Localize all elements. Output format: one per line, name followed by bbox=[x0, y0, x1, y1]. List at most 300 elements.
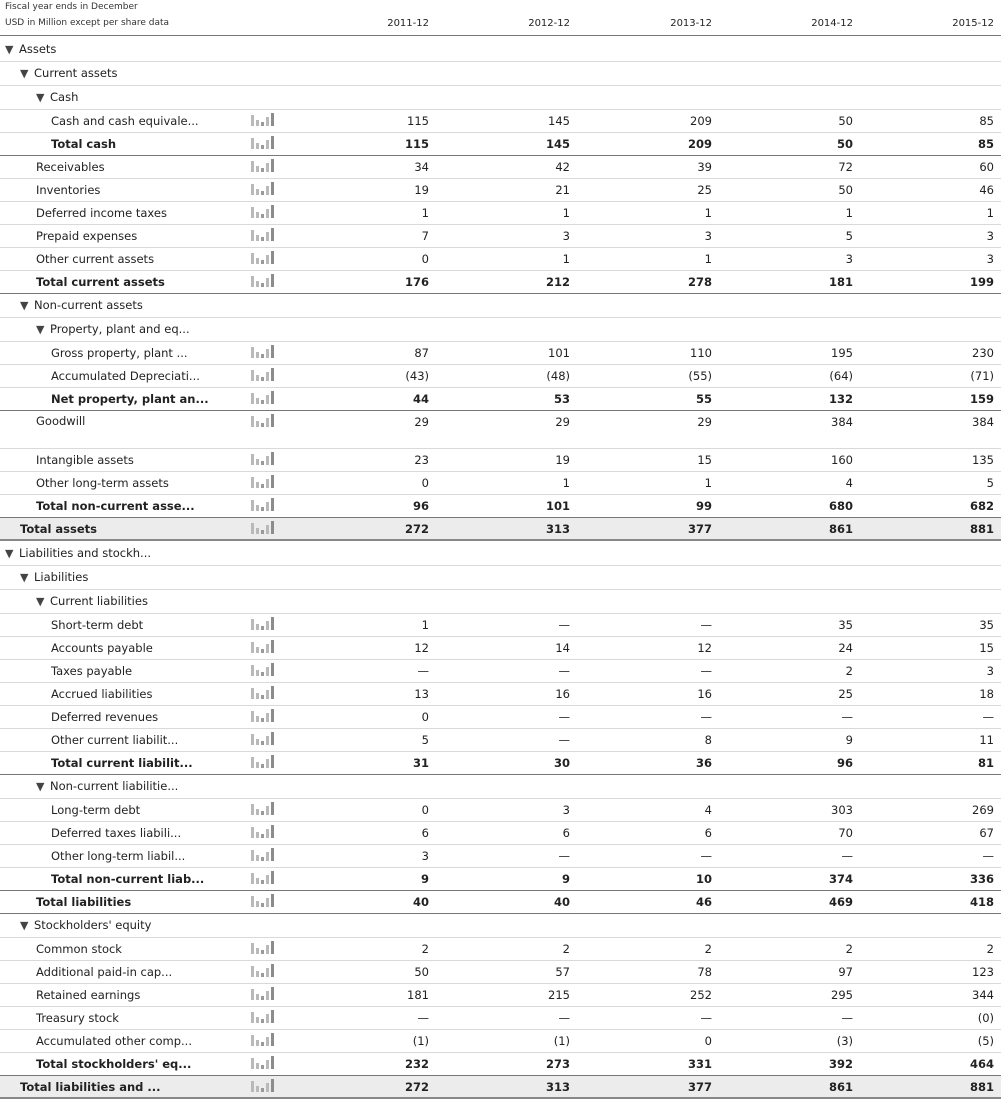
value-cell: 313 bbox=[545, 522, 570, 536]
mini-bar-chart-icon[interactable] bbox=[250, 273, 274, 287]
row-label-text: Total liabilities and ... bbox=[20, 1080, 161, 1094]
value-cell: 273 bbox=[545, 1057, 570, 1071]
value-cell: 392 bbox=[828, 1057, 853, 1071]
value-cell: 8 bbox=[704, 733, 712, 747]
total-row bbox=[0, 1053, 1001, 1076]
mini-bar-chart-icon[interactable] bbox=[250, 847, 274, 861]
table-row bbox=[0, 706, 1001, 729]
mini-bar-chart-icon[interactable] bbox=[250, 662, 274, 676]
value-cell: 110 bbox=[690, 346, 712, 360]
table-row bbox=[0, 110, 1001, 133]
section-header-row[interactable] bbox=[0, 590, 1001, 614]
mini-bar-chart-icon[interactable] bbox=[250, 801, 274, 815]
value-cell: — bbox=[558, 1011, 570, 1025]
value-cell: 21 bbox=[555, 183, 570, 197]
value-cell: 7 bbox=[421, 229, 429, 243]
value-cell: — bbox=[700, 618, 712, 632]
value-cell: 70 bbox=[838, 826, 853, 840]
value-cell: 23 bbox=[414, 453, 429, 467]
row-label-text: Deferred taxes liabili... bbox=[51, 826, 182, 840]
row-label bbox=[51, 872, 204, 886]
value-cell: 0 bbox=[421, 252, 429, 266]
value-cell: 272 bbox=[404, 1080, 429, 1094]
row-label bbox=[36, 988, 140, 1002]
mini-bar-chart-icon[interactable] bbox=[250, 413, 274, 427]
row-label bbox=[51, 346, 188, 360]
value-cell: — bbox=[982, 710, 994, 724]
section-header-row[interactable] bbox=[0, 294, 1001, 318]
value-cell: 1 bbox=[704, 252, 712, 266]
value-cell: 46 bbox=[695, 895, 712, 909]
value-cell: — bbox=[841, 849, 853, 863]
table-row bbox=[0, 225, 1001, 248]
row-label-text: Total stockholders' eq... bbox=[36, 1057, 192, 1071]
value-cell: 132 bbox=[828, 392, 853, 406]
value-cell: 2 bbox=[845, 942, 853, 956]
value-cell: (3) bbox=[836, 1034, 853, 1048]
value-cell: 881 bbox=[969, 1080, 994, 1094]
table-row bbox=[0, 799, 1001, 822]
row-label-text: Long-term debt bbox=[51, 803, 141, 817]
value-cell: — bbox=[841, 710, 853, 724]
mini-bar-chart-icon[interactable] bbox=[250, 474, 274, 488]
table-row bbox=[0, 961, 1001, 984]
value-cell: — bbox=[558, 733, 570, 747]
value-cell: 2 bbox=[562, 942, 570, 956]
value-cell: 2 bbox=[421, 942, 429, 956]
row-label[interactable] bbox=[20, 570, 88, 584]
row-label-text: Net property, plant an... bbox=[51, 392, 209, 406]
value-cell: 25 bbox=[838, 687, 853, 701]
value-cell: 464 bbox=[969, 1057, 994, 1071]
table-row bbox=[0, 1007, 1001, 1030]
row-label bbox=[51, 826, 181, 840]
row-label-text: Deferred income taxes bbox=[36, 206, 167, 220]
value-cell: 3 bbox=[562, 229, 570, 243]
total-row bbox=[0, 868, 1001, 891]
mini-bar-chart-icon[interactable] bbox=[250, 731, 274, 745]
row-label-text: Liabilities and stockh... bbox=[19, 546, 152, 560]
row-label bbox=[51, 664, 132, 678]
value-cell: 31 bbox=[412, 756, 429, 770]
expand-triangle-icon[interactable]: ▼ bbox=[5, 547, 14, 560]
value-cell: 55 bbox=[695, 392, 712, 406]
value-cell: 0 bbox=[421, 803, 429, 817]
row-label bbox=[51, 392, 209, 406]
row-label-text: Total current liabilit... bbox=[51, 756, 193, 770]
table-row bbox=[0, 637, 1001, 660]
mini-bar-chart-icon[interactable] bbox=[250, 1055, 274, 1069]
row-label bbox=[20, 522, 97, 536]
value-cell: 96 bbox=[836, 756, 853, 770]
table-row bbox=[0, 365, 1001, 388]
mini-bar-chart-icon[interactable] bbox=[250, 685, 274, 699]
row-label-text: Non-current liabilitie... bbox=[50, 779, 179, 793]
row-label-text: Total current assets bbox=[36, 275, 165, 289]
value-cell: 67 bbox=[979, 826, 994, 840]
section-header-row[interactable] bbox=[0, 914, 1001, 938]
value-cell: 10 bbox=[695, 872, 712, 886]
value-cell: 42 bbox=[555, 160, 570, 174]
value-cell: 9 bbox=[845, 733, 853, 747]
expand-triangle-icon[interactable]: ▼ bbox=[5, 43, 14, 56]
row-label-text: Total liabilities bbox=[36, 895, 132, 909]
section-header-row[interactable] bbox=[0, 775, 1001, 799]
row-label[interactable] bbox=[20, 66, 117, 80]
value-cell: 5 bbox=[845, 229, 853, 243]
value-cell: (55) bbox=[688, 369, 712, 383]
value-cell: 12 bbox=[414, 641, 429, 655]
value-cell: 209 bbox=[690, 114, 712, 128]
row-label bbox=[36, 160, 105, 174]
value-cell: 384 bbox=[831, 415, 853, 429]
value-cell: 6 bbox=[421, 826, 429, 840]
row-label-text: Additional paid-in cap... bbox=[36, 965, 173, 979]
mini-bar-chart-icon[interactable] bbox=[250, 250, 274, 264]
mini-bar-chart-icon[interactable] bbox=[250, 824, 274, 838]
value-cell: 40 bbox=[412, 895, 429, 909]
value-cell: 344 bbox=[972, 988, 994, 1002]
value-cell: 96 bbox=[412, 499, 429, 513]
value-cell: 215 bbox=[548, 988, 570, 1002]
value-cell: 232 bbox=[404, 1057, 429, 1071]
value-cell: — bbox=[700, 849, 712, 863]
row-label bbox=[51, 618, 143, 632]
row-label bbox=[36, 499, 195, 513]
total-row bbox=[0, 495, 1001, 518]
value-cell: 1 bbox=[562, 206, 570, 220]
section-header-row[interactable] bbox=[0, 542, 1001, 566]
table-row bbox=[0, 845, 1001, 868]
row-label-text: Cash bbox=[50, 90, 79, 104]
value-cell: 19 bbox=[414, 183, 429, 197]
value-cell: 377 bbox=[687, 522, 712, 536]
row-label[interactable] bbox=[36, 594, 148, 608]
row-label-text: Property, plant and eq... bbox=[50, 322, 190, 336]
mini-bar-chart-icon[interactable] bbox=[250, 708, 274, 722]
row-label-text: Other long-term liabil... bbox=[51, 849, 186, 863]
row-label-text: Accumulated other comp... bbox=[36, 1034, 192, 1048]
row-label bbox=[51, 849, 185, 863]
expand-triangle-icon[interactable]: ▼ bbox=[20, 67, 29, 80]
table-row bbox=[0, 342, 1001, 365]
row-label bbox=[36, 476, 169, 490]
table-row bbox=[0, 411, 1001, 449]
value-cell: 60 bbox=[979, 160, 994, 174]
row-label-text: Common stock bbox=[36, 942, 122, 956]
row-label bbox=[36, 453, 134, 467]
value-cell: 145 bbox=[548, 114, 570, 128]
value-cell: 87 bbox=[414, 346, 429, 360]
value-cell: — bbox=[558, 710, 570, 724]
value-cell: 1 bbox=[986, 206, 994, 220]
value-cell: 0 bbox=[421, 710, 429, 724]
value-cell: 331 bbox=[687, 1057, 712, 1071]
row-label-text: Inventories bbox=[36, 183, 101, 197]
row-label-text: Intangible assets bbox=[36, 453, 134, 467]
section-header-row[interactable] bbox=[0, 86, 1001, 110]
mini-bar-chart-icon[interactable] bbox=[250, 227, 274, 241]
expand-triangle-icon[interactable]: ▼ bbox=[36, 91, 45, 104]
value-cell: 1 bbox=[704, 206, 712, 220]
row-label-text: Other current assets bbox=[36, 252, 155, 266]
value-cell: 18 bbox=[979, 687, 994, 701]
table-row bbox=[0, 179, 1001, 202]
mini-bar-chart-icon[interactable] bbox=[250, 520, 274, 534]
table-row bbox=[0, 202, 1001, 225]
row-label-text: Treasury stock bbox=[36, 1011, 119, 1025]
value-cell: (0) bbox=[977, 1011, 994, 1025]
section-header-row[interactable] bbox=[0, 38, 1001, 62]
row-label[interactable] bbox=[20, 298, 143, 312]
value-cell: 176 bbox=[404, 275, 429, 289]
row-label bbox=[36, 252, 154, 266]
value-cell: 115 bbox=[404, 137, 429, 151]
value-cell: 303 bbox=[831, 803, 853, 817]
row-label-text: Total non-current asse... bbox=[36, 499, 195, 513]
table-row bbox=[0, 683, 1001, 706]
value-cell: 30 bbox=[553, 756, 570, 770]
value-cell: 25 bbox=[697, 183, 712, 197]
section-header-row[interactable] bbox=[0, 318, 1001, 342]
value-cell: 4 bbox=[704, 803, 712, 817]
table-row bbox=[0, 1030, 1001, 1053]
value-cell: 0 bbox=[704, 1034, 712, 1048]
row-label-text: Short-term debt bbox=[51, 618, 144, 632]
row-label[interactable] bbox=[36, 779, 178, 793]
value-cell: 272 bbox=[404, 522, 429, 536]
value-cell: 3 bbox=[421, 849, 429, 863]
row-label bbox=[51, 641, 153, 655]
value-cell: 199 bbox=[969, 275, 994, 289]
mini-bar-chart-icon[interactable] bbox=[250, 451, 274, 465]
mini-bar-chart-icon[interactable] bbox=[250, 754, 274, 768]
row-label bbox=[36, 965, 172, 979]
mini-bar-chart-icon[interactable] bbox=[250, 135, 274, 149]
value-cell: 40 bbox=[553, 895, 570, 909]
value-cell: 3 bbox=[986, 664, 994, 678]
row-label bbox=[51, 803, 140, 817]
row-label bbox=[36, 414, 85, 428]
value-cell: 14 bbox=[555, 641, 570, 655]
value-cell: 101 bbox=[545, 499, 570, 513]
expand-triangle-icon[interactable]: ▼ bbox=[20, 919, 29, 932]
value-cell: 1 bbox=[421, 618, 429, 632]
row-label[interactable] bbox=[5, 546, 151, 560]
value-cell: 4 bbox=[845, 476, 853, 490]
row-label bbox=[36, 1011, 119, 1025]
value-cell: 384 bbox=[972, 415, 994, 429]
value-cell: 50 bbox=[838, 183, 853, 197]
expand-triangle-icon[interactable]: ▼ bbox=[36, 595, 45, 608]
value-cell: 16 bbox=[697, 687, 712, 701]
table-row bbox=[0, 938, 1001, 961]
value-cell: (64) bbox=[829, 369, 853, 383]
year-header: 2013-12 bbox=[670, 18, 712, 29]
mini-bar-chart-icon[interactable] bbox=[250, 986, 274, 1000]
row-label-text: Stockholders' equity bbox=[34, 918, 152, 932]
mini-bar-chart-icon[interactable] bbox=[250, 940, 274, 954]
row-label bbox=[51, 114, 199, 128]
value-cell: 135 bbox=[972, 453, 994, 467]
value-cell: 29 bbox=[697, 415, 712, 429]
value-cell: 6 bbox=[704, 826, 712, 840]
value-cell: 3 bbox=[562, 803, 570, 817]
value-cell: 99 bbox=[695, 499, 712, 513]
value-cell: 469 bbox=[828, 895, 853, 909]
value-cell: 35 bbox=[979, 618, 994, 632]
value-cell: — bbox=[700, 664, 712, 678]
mini-bar-chart-icon[interactable] bbox=[250, 639, 274, 653]
column-header-row bbox=[0, 16, 1001, 36]
table-row bbox=[0, 614, 1001, 637]
total-row bbox=[0, 271, 1001, 294]
expand-triangle-icon[interactable]: ▼ bbox=[36, 780, 45, 793]
value-cell: 29 bbox=[414, 415, 429, 429]
value-cell: 53 bbox=[553, 392, 570, 406]
row-label-text: Other current liabilit... bbox=[51, 733, 179, 747]
row-label-text: Retained earnings bbox=[36, 988, 141, 1002]
value-cell: 13 bbox=[414, 687, 429, 701]
year-header: 2011-12 bbox=[387, 18, 429, 29]
row-label[interactable] bbox=[20, 918, 151, 932]
mini-bar-chart-icon[interactable] bbox=[250, 1078, 274, 1092]
table-row bbox=[0, 156, 1001, 179]
table-row bbox=[0, 660, 1001, 683]
value-cell: 195 bbox=[831, 346, 853, 360]
value-cell: — bbox=[700, 1011, 712, 1025]
row-label bbox=[51, 369, 200, 383]
row-label-text: Gross property, plant ... bbox=[51, 346, 188, 360]
mini-bar-chart-icon[interactable] bbox=[250, 181, 274, 195]
value-cell: (48) bbox=[546, 369, 570, 383]
value-cell: 36 bbox=[695, 756, 712, 770]
value-cell: (1) bbox=[412, 1034, 429, 1048]
value-cell: 44 bbox=[412, 392, 429, 406]
row-label-text: Accounts payable bbox=[51, 641, 153, 655]
value-cell: 50 bbox=[836, 137, 853, 151]
mini-bar-chart-icon[interactable] bbox=[250, 390, 274, 404]
value-cell: 1 bbox=[704, 476, 712, 490]
mini-bar-chart-icon[interactable] bbox=[250, 893, 274, 907]
row-label[interactable] bbox=[36, 322, 190, 336]
value-cell: 101 bbox=[548, 346, 570, 360]
value-cell: — bbox=[982, 849, 994, 863]
value-cell: 680 bbox=[828, 499, 853, 513]
mini-bar-chart-icon[interactable] bbox=[250, 616, 274, 630]
expand-triangle-icon[interactable]: ▼ bbox=[36, 323, 45, 336]
value-cell: 5 bbox=[986, 476, 994, 490]
total-row bbox=[0, 518, 1001, 541]
mini-bar-chart-icon[interactable] bbox=[250, 1009, 274, 1023]
expand-triangle-icon[interactable]: ▼ bbox=[20, 299, 29, 312]
row-label bbox=[51, 137, 116, 151]
value-cell: 313 bbox=[545, 1080, 570, 1094]
expand-triangle-icon[interactable]: ▼ bbox=[20, 571, 29, 584]
value-cell: 3 bbox=[986, 229, 994, 243]
value-cell: — bbox=[558, 618, 570, 632]
mini-bar-chart-icon[interactable] bbox=[250, 870, 274, 884]
mini-bar-chart-icon[interactable] bbox=[250, 204, 274, 218]
value-cell: 46 bbox=[979, 183, 994, 197]
value-cell: 11 bbox=[979, 733, 994, 747]
value-cell: 19 bbox=[555, 453, 570, 467]
value-cell: 881 bbox=[969, 522, 994, 536]
value-cell: 85 bbox=[977, 137, 994, 151]
row-label[interactable] bbox=[36, 90, 78, 104]
row-label bbox=[51, 733, 178, 747]
row-label-text: Current assets bbox=[34, 66, 118, 80]
row-label bbox=[36, 206, 167, 220]
value-cell: — bbox=[558, 849, 570, 863]
value-cell: 6 bbox=[562, 826, 570, 840]
value-cell: 160 bbox=[831, 453, 853, 467]
mini-bar-chart-icon[interactable] bbox=[250, 112, 274, 126]
value-cell: 336 bbox=[969, 872, 994, 886]
row-label-text: Current liabilities bbox=[50, 594, 148, 608]
value-cell: 81 bbox=[977, 756, 994, 770]
value-cell: 861 bbox=[828, 522, 853, 536]
value-cell: 16 bbox=[555, 687, 570, 701]
value-cell: 123 bbox=[972, 965, 994, 979]
value-cell: 181 bbox=[407, 988, 429, 1002]
value-cell: 50 bbox=[838, 114, 853, 128]
fiscal-year-note: Fiscal year ends in December bbox=[5, 2, 138, 12]
value-cell: 3 bbox=[704, 229, 712, 243]
value-cell: — bbox=[558, 664, 570, 678]
value-cell: 39 bbox=[697, 160, 712, 174]
value-cell: (5) bbox=[977, 1034, 994, 1048]
mini-bar-chart-icon[interactable] bbox=[250, 158, 274, 172]
value-cell: (43) bbox=[405, 369, 429, 383]
value-cell: 57 bbox=[555, 965, 570, 979]
year-header: 2014-12 bbox=[811, 18, 853, 29]
value-cell: 72 bbox=[838, 160, 853, 174]
value-cell: 295 bbox=[831, 988, 853, 1002]
total-row bbox=[0, 1076, 1001, 1099]
value-cell: 252 bbox=[690, 988, 712, 1002]
mini-bar-chart-icon[interactable] bbox=[250, 963, 274, 977]
table-row bbox=[0, 248, 1001, 271]
row-label[interactable] bbox=[5, 42, 56, 56]
value-cell: 230 bbox=[972, 346, 994, 360]
row-label bbox=[51, 687, 152, 701]
section-header-row[interactable] bbox=[0, 62, 1001, 86]
value-cell: 377 bbox=[687, 1080, 712, 1094]
mini-bar-chart-icon[interactable] bbox=[250, 344, 274, 358]
value-cell: — bbox=[841, 1011, 853, 1025]
year-header: 2015-12 bbox=[952, 18, 994, 29]
row-label-text: Taxes payable bbox=[51, 664, 133, 678]
value-cell: — bbox=[417, 664, 429, 678]
mini-bar-chart-icon[interactable] bbox=[250, 367, 274, 381]
mini-bar-chart-icon[interactable] bbox=[250, 497, 274, 511]
value-cell: 9 bbox=[561, 872, 570, 886]
row-label-text: Non-current assets bbox=[34, 298, 143, 312]
value-cell: (71) bbox=[970, 369, 994, 383]
value-cell: 5 bbox=[421, 733, 429, 747]
value-cell: 1 bbox=[562, 476, 570, 490]
row-label bbox=[36, 895, 131, 909]
mini-bar-chart-icon[interactable] bbox=[250, 1032, 274, 1046]
row-label-text: Assets bbox=[19, 42, 57, 56]
value-cell: 115 bbox=[407, 114, 429, 128]
row-label bbox=[51, 710, 158, 724]
total-row bbox=[0, 133, 1001, 156]
table-row bbox=[0, 984, 1001, 1007]
row-label bbox=[36, 183, 100, 197]
section-header-row[interactable] bbox=[0, 566, 1001, 590]
